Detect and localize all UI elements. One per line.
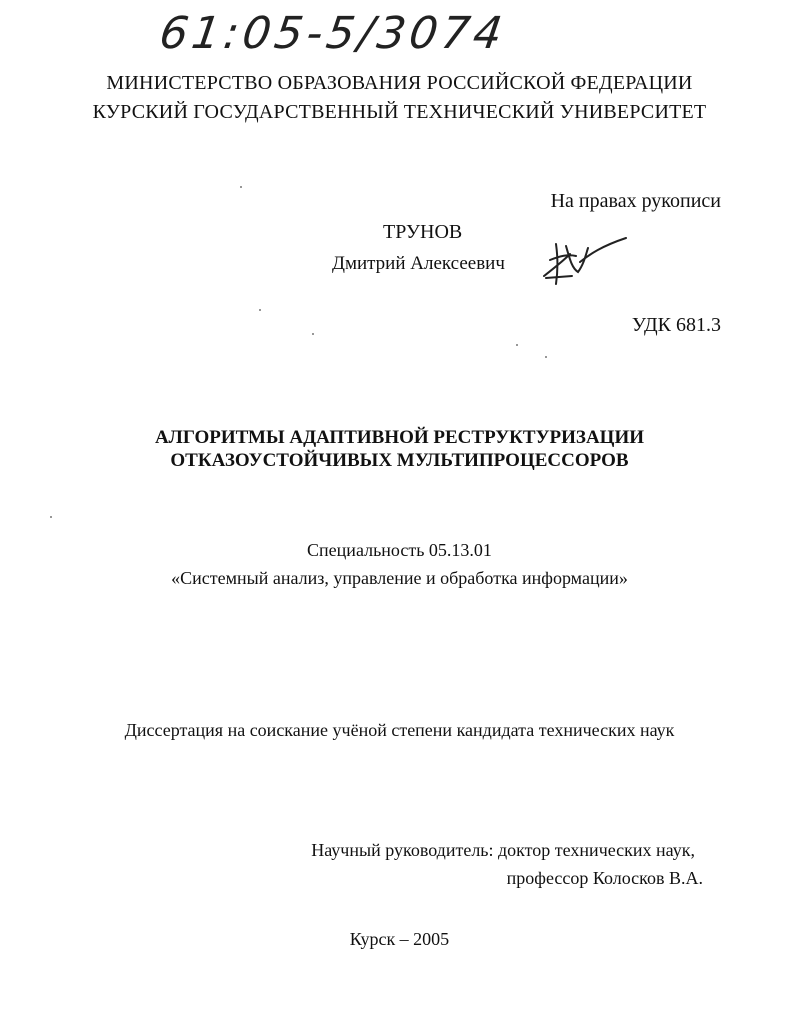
udk-code: УДК 681.3 [631, 314, 721, 336]
scan-speck [259, 309, 261, 311]
dissertation-title-line-2: ОТКАЗОУСТОЙЧИВЫХ МУЛЬТИПРОЦЕССОРОВ [170, 450, 629, 471]
author-surname: ТРУНОВ [383, 221, 463, 243]
scan-speck [516, 344, 518, 346]
scan-speck [50, 516, 52, 518]
author-name: Дмитрий Алексеевич [332, 253, 505, 274]
advisor-line-2: профессор Колосков В.А. [506, 868, 703, 888]
dissertation-degree: Диссертация на соискание учёной степени кандидата технических наук [124, 720, 675, 740]
dissertation-title-line-1: АЛГОРИТМЫ АДАПТИВНОЙ РЕСТРУКТУРИЗАЦИИ [154, 427, 645, 448]
scan-speck [545, 356, 547, 358]
author-signature [536, 232, 631, 292]
ministry-header: МИНИСТЕРСТВО ОБРАЗОВАНИЯ РОССИЙСКОЙ ФЕДЕРАЦИИ [106, 72, 693, 94]
rights-note: На правах рукописи [550, 190, 721, 212]
archive-handwritten-number: 61:05-5/3074 [156, 8, 510, 59]
scan-speck [312, 333, 314, 335]
city-year: Курск – 2005 [349, 929, 450, 949]
scan-speck [240, 186, 242, 188]
specialty-code: Специальность 05.13.01 [307, 540, 492, 560]
university-header: КУРСКИЙ ГОСУДАРСТВЕННЫЙ ТЕХНИЧЕСКИЙ УНИВЕРСИТЕТ [92, 101, 707, 123]
advisor-line-1: Научный руководитель: доктор технических наук, [311, 840, 695, 860]
specialty-name: «Системный анализ, управление и обработка информации» [171, 568, 628, 588]
